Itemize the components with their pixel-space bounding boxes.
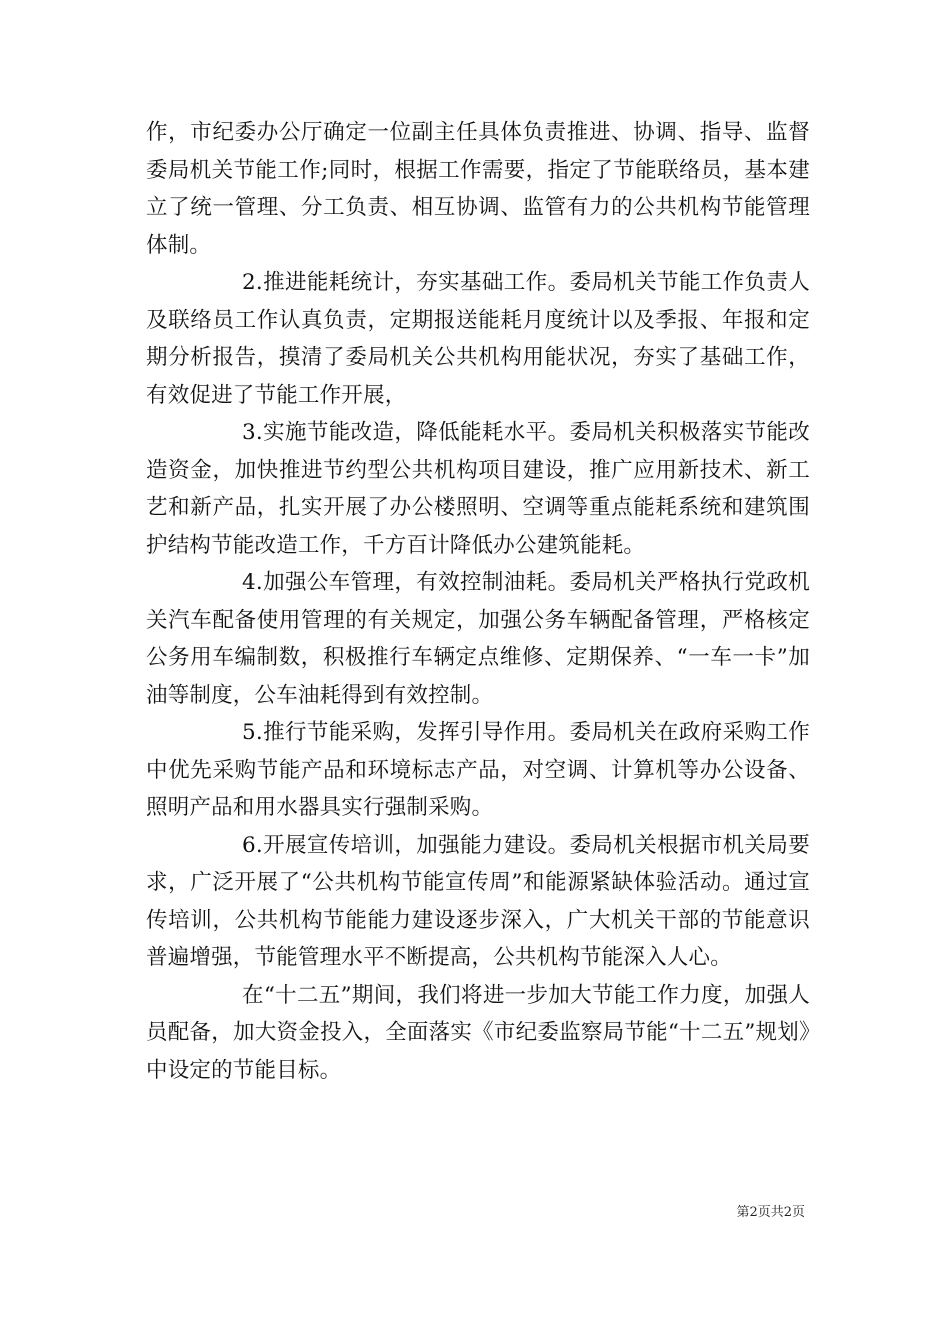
paragraph-energy-statistics: 2.推进能耗统计，夯实基础工作。委局机关节能工作负责人及联络员工作认真负责，定期报送能耗月度统计以及季报、年报和定期分析报告，摸清了委局机关公共机构用能状况，夯实了基础工作，有效促进了节能工作开展，: [146, 270, 810, 408]
paragraph-continuation: 作，市纪委办公厅确定一位副主任具体负责推进、协调、指导、监督委局机关节能工作;同时，根据工作需要，指定了节能联络员，基本建立了统一管理、分工负责、相互协调、监管有力的公共机构节能管理体制。: [146, 120, 810, 258]
paragraph-publicity-training: 6.开展宣传培训，加强能力建设。委局机关根据市机关局要求，广泛开展了“公共机构节能宣传周”和能源紧缺体验活动。通过宣传培训，公共机构节能能力建设逐步深入，广大机关干部的节能意识普遍增强，节能管理水平不断提高，公共机构节能深入人心。: [146, 832, 810, 970]
paragraph-energy-procurement: 5.推行节能采购，发挥引导作用。委局机关在政府采购工作中优先采购节能产品和环境标志产品，对空调、计算机等办公设备、照明产品和用水器具实行强制采购。: [146, 720, 810, 820]
paragraph-conclusion: 在“十二五”期间，我们将进一步加大节能工作力度，加强人员配备，加大资金投入，全面落实《市纪委监察局节能“十二五”规划》中设定的节能目标。: [146, 982, 810, 1083]
paragraph-energy-retrofit: 3.实施节能改造，降低能耗水平。委局机关积极落实节能改造资金，加快推进节约型公共机构项目建设，推广应用新技术、新工艺和新产品，扎实开展了办公楼照明、空调等重点能耗系统和建筑围护结构节能改造工作，千方百计降低办公建筑能耗。: [146, 420, 810, 558]
paragraph-vehicle-management: 4.加强公车管理，有效控制油耗。委局机关严格执行党政机关汽车配备使用管理的有关规定，加强公务车辆配备管理，严格核定公务用车编制数，积极推行车辆定点维修、定期保养、“一车一卡”加油等制度，公车油耗得到有效控制。: [146, 570, 810, 708]
page-number-footer: 第2页共2页: [736, 1205, 805, 1220]
document-body: [146, 114, 810, 1089]
